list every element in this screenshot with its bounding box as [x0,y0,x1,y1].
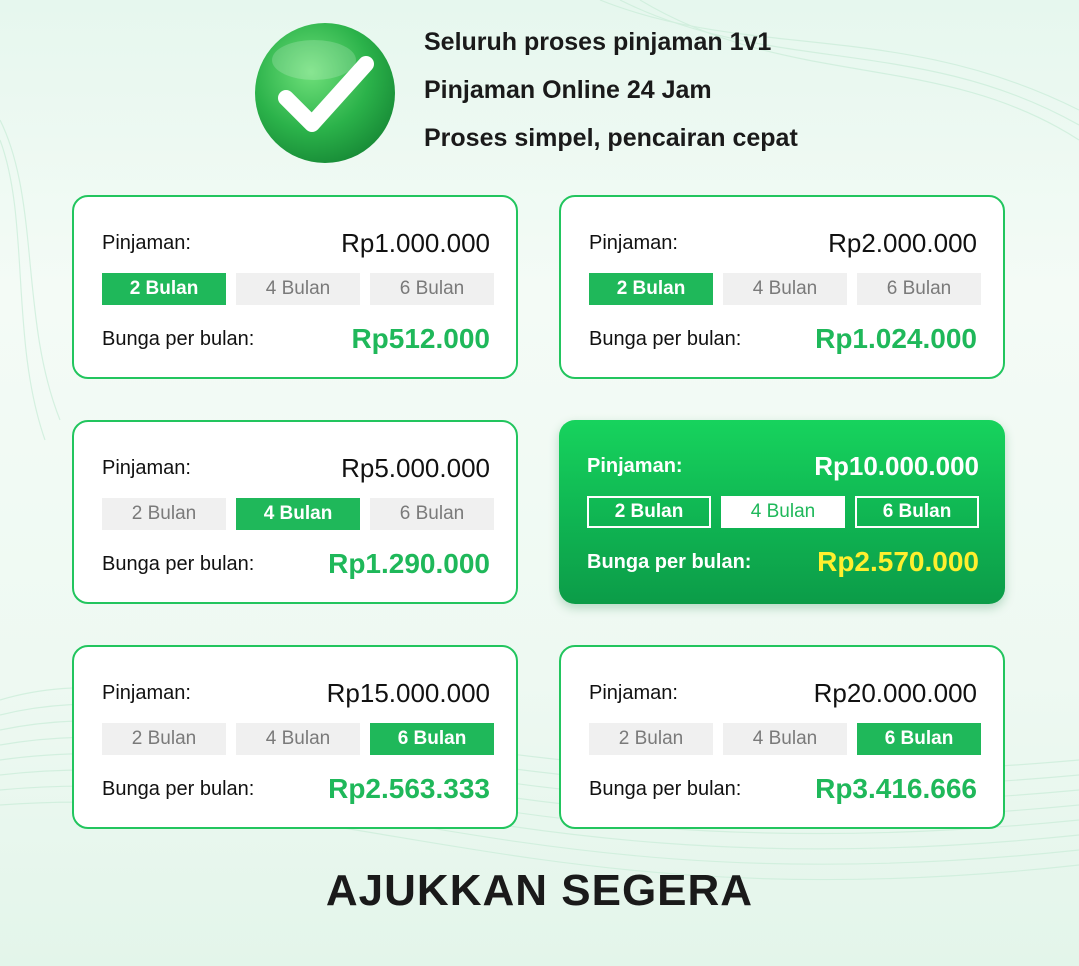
tenor-2-bulan[interactable]: 2 Bulan [589,723,713,755]
tenor-6-bulan[interactable]: 6 Bulan [370,723,494,755]
feature-line: Pinjaman Online 24 Jam [424,76,712,104]
tenor-2-bulan[interactable]: 2 Bulan [587,496,711,528]
loan-card-1000000[interactable] [72,195,518,379]
tenor-4-bulan[interactable]: 4 Bulan [723,723,847,755]
tenor-2-bulan[interactable]: 2 Bulan [102,498,226,530]
tenor-6-bulan[interactable]: 6 Bulan [855,496,979,528]
tenor-6-bulan[interactable]: 6 Bulan [857,273,981,305]
tenor-2-bulan[interactable]: 2 Bulan [102,723,226,755]
tenor-4-bulan[interactable]: 4 Bulan [236,498,360,530]
interest-amount: Rp3.416.666 [815,773,977,804]
loan-label: Pinjaman: [589,231,678,254]
tenor-4-bulan[interactable]: 4 Bulan [723,273,847,305]
interest-label: Bunga per bulan: [102,327,255,350]
interest-label: Bunga per bulan: [587,550,752,573]
feature-line: Proses simpel, pencairan cepat [424,124,798,152]
feature-list [424,18,798,162]
loan-amount: Rp2.000.000 [828,227,977,258]
loan-label: Pinjaman: [102,681,191,704]
loan-amount: Rp10.000.000 [814,450,979,481]
interest-amount: Rp1.290.000 [328,548,490,579]
tenor-4-bulan[interactable]: 4 Bulan [236,723,360,755]
loan-label: Pinjaman: [102,231,191,254]
loan-amount: Rp15.000.000 [326,677,490,708]
apply-now-button[interactable]: AJUKKAN SEGERA [325,866,754,915]
loan-card-5000000[interactable] [72,420,518,604]
loan-card-15000000[interactable] [72,645,518,829]
feature-line: Seluruh proses pinjaman 1v1 [424,28,772,56]
interest-amount: Rp2.570.000 [817,546,979,577]
loan-label: Pinjaman: [102,456,191,479]
loan-label: Pinjaman: [587,454,683,477]
loan-amount: Rp20.000.000 [813,677,977,708]
tenor-2-bulan[interactable]: 2 Bulan [102,273,226,305]
interest-label: Bunga per bulan: [589,327,742,350]
tenor-6-bulan[interactable]: 6 Bulan [370,273,494,305]
interest-label: Bunga per bulan: [589,777,742,800]
loan-label: Pinjaman: [589,681,678,704]
interest-label: Bunga per bulan: [102,552,255,575]
loan-amount: Rp1.000.000 [341,227,490,258]
interest-amount: Rp2.563.333 [328,773,490,804]
loan-card-20000000[interactable] [559,645,1005,829]
interest-amount: Rp1.024.000 [815,323,977,354]
interest-label: Bunga per bulan: [102,777,255,800]
loan-card-2000000[interactable] [559,195,1005,379]
tenor-4-bulan[interactable]: 4 Bulan [721,496,845,528]
interest-amount: Rp512.000 [351,323,490,354]
tenor-6-bulan[interactable]: 6 Bulan [857,723,981,755]
tenor-2-bulan[interactable]: 2 Bulan [589,273,713,305]
loan-card-10000000[interactable] [559,420,1005,604]
tenor-4-bulan[interactable]: 4 Bulan [236,273,360,305]
tenor-6-bulan[interactable]: 6 Bulan [370,498,494,530]
loan-amount: Rp5.000.000 [341,452,490,483]
check-circle-icon [252,20,398,166]
